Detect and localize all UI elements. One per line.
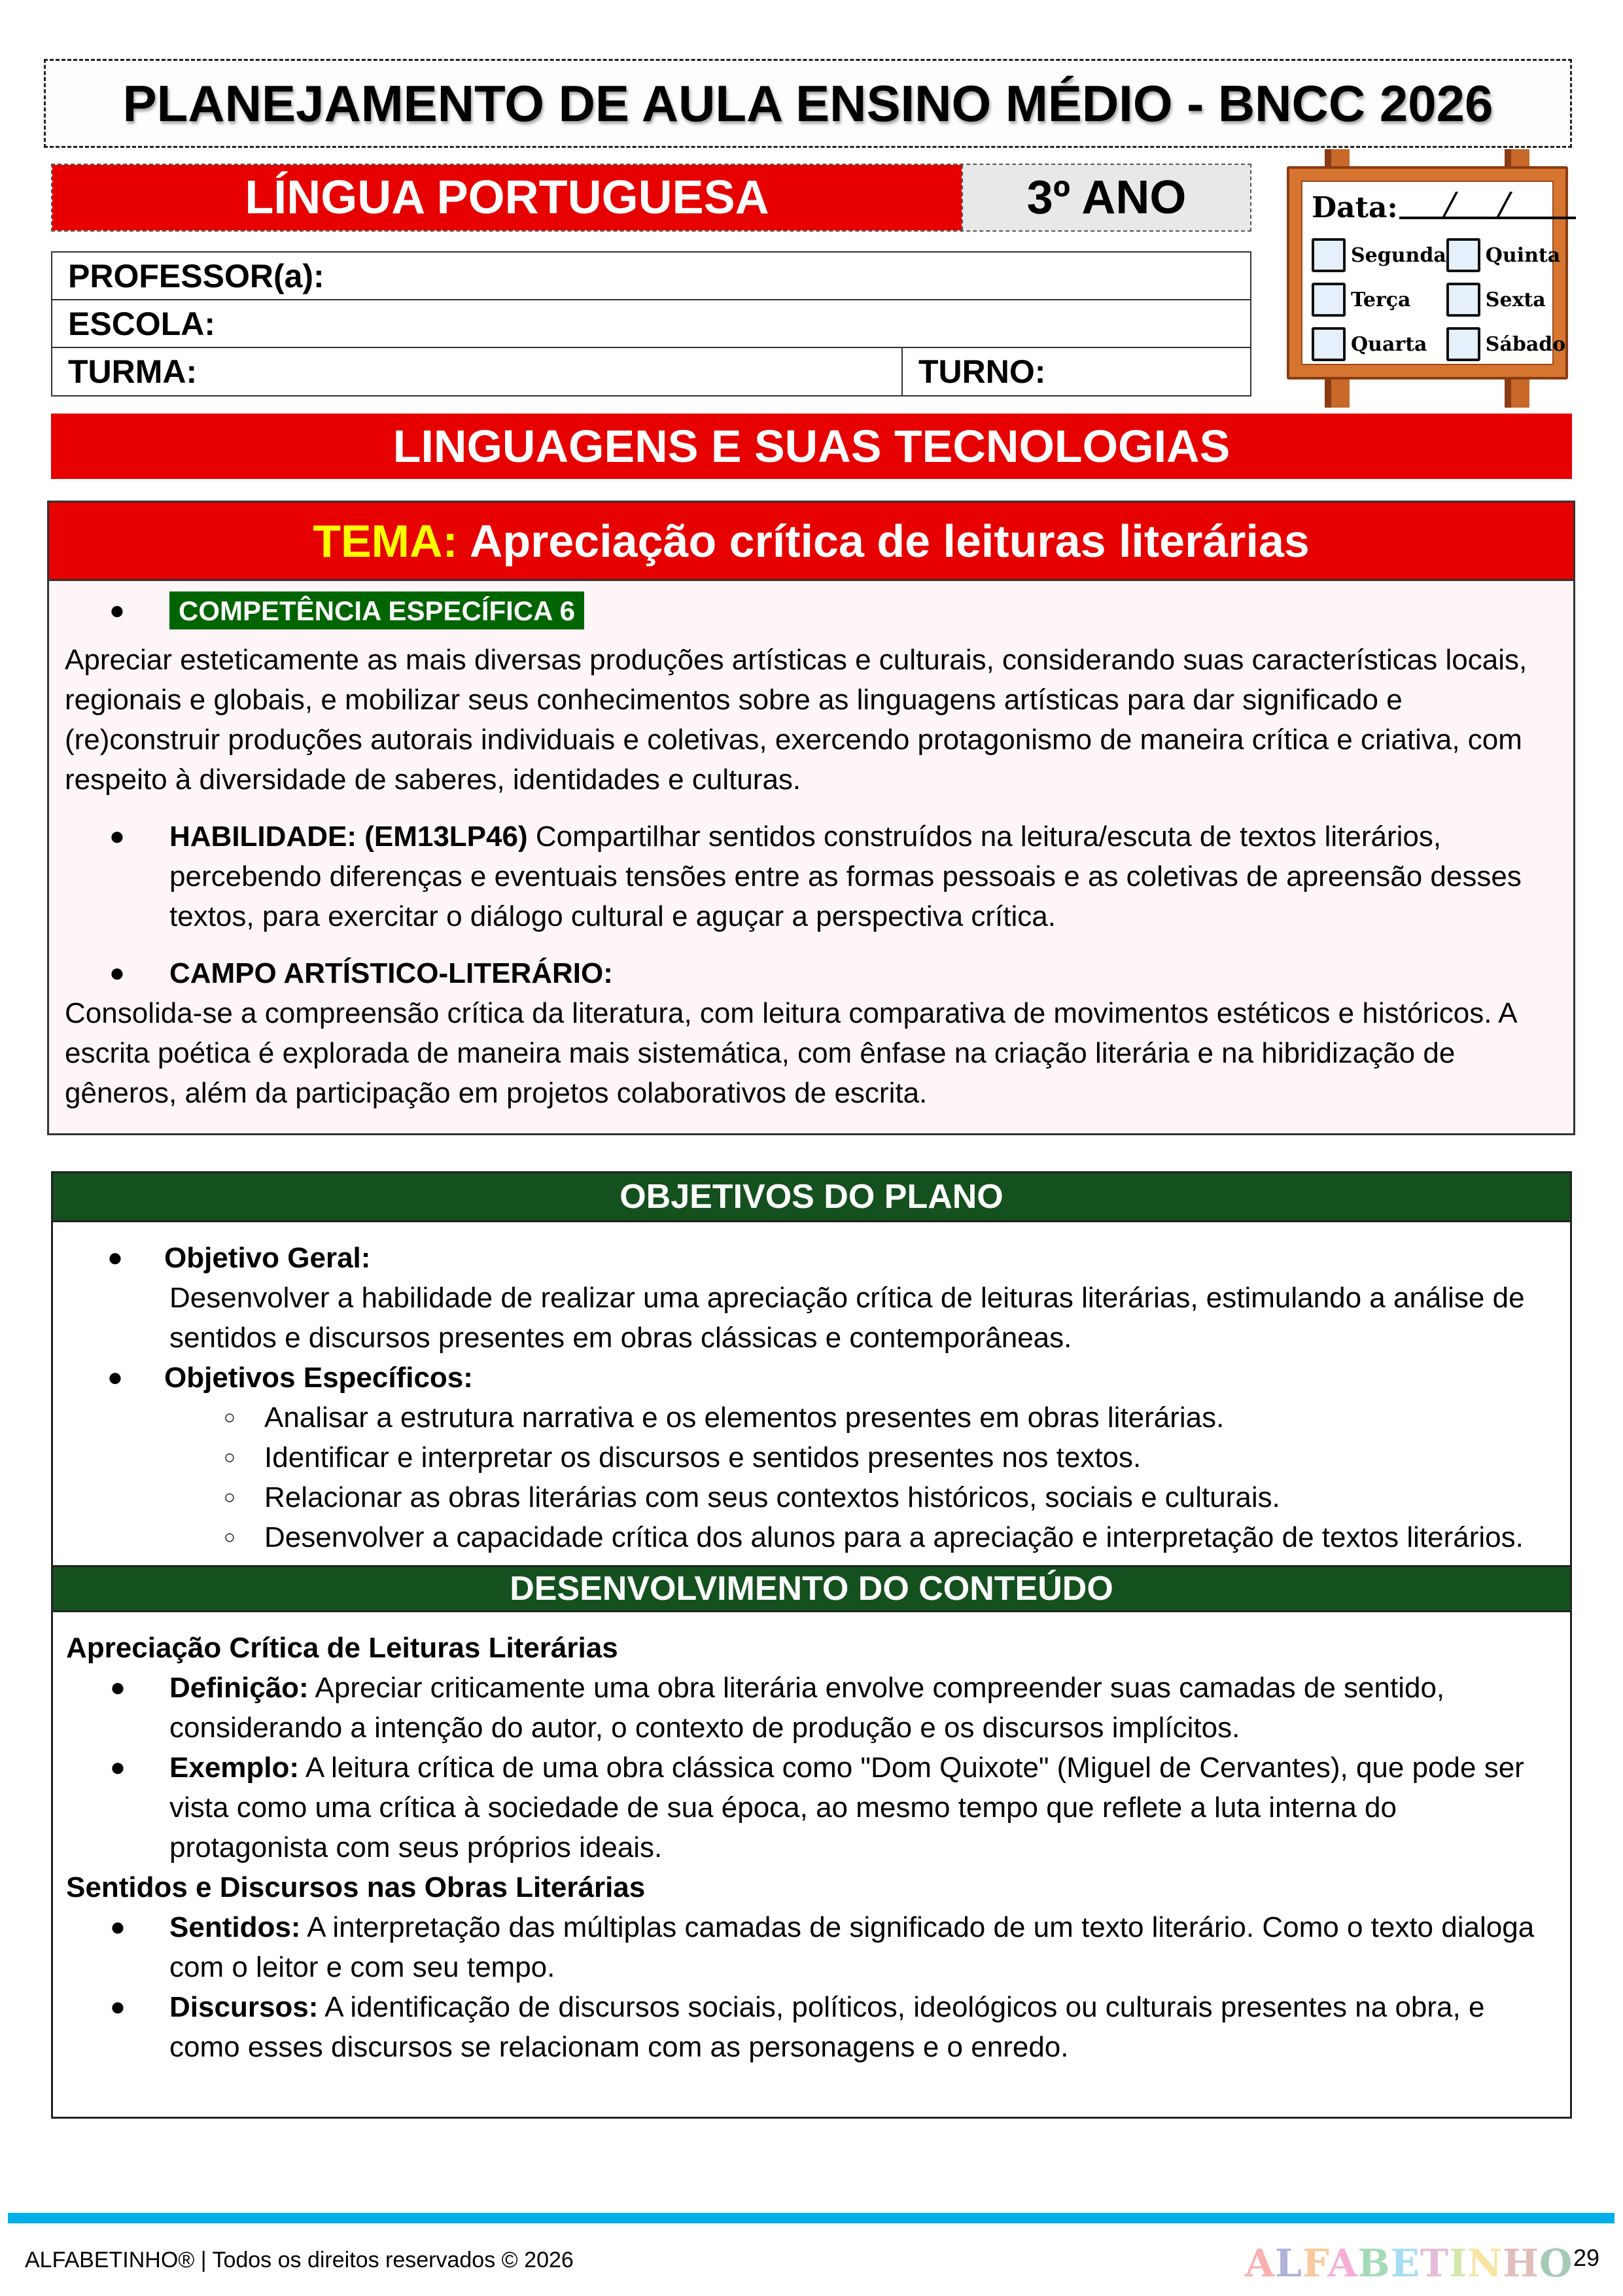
checkbox-icon[interactable]	[1446, 327, 1480, 361]
weekday-checklist	[1312, 238, 1566, 361]
weekday-segunda[interactable]	[1312, 238, 1446, 272]
habilidade-text: Compartilhar sentidos construídos na leitura/escuta de textos literários, percebendo diferenças e eventuais tensões entre as formas pessoais e as coletivas de apreensão desses textos, para exercitar o diálogo cultural e aguçar a perspectiva crítica.	[169, 821, 1522, 932]
item-text: A interpretação das múltiplas camadas de significado de um texto literário. Como o texto dialoga com o leitor e com seu tempo.	[169, 1911, 1535, 1983]
objetivo-geral-label: Objetivo Geral:	[164, 1242, 371, 1274]
weekday-label: Terça	[1351, 288, 1411, 311]
school-label: ESCOLA:	[68, 305, 215, 342]
objetivo-especifico	[53, 1398, 1570, 1438]
teacher-info-table	[51, 251, 1251, 397]
tema-header	[49, 503, 1573, 581]
logo-letter: A	[1327, 2241, 1358, 2286]
weekday-label: Quinta	[1485, 243, 1561, 267]
shift-field[interactable]	[903, 348, 1250, 395]
objetivo-especifico-text: Relacionar as obras literárias com seus contextos históricos, sociais e culturais.	[264, 1481, 1280, 1513]
page-title: PLANEJAMENTO DE AULA ENSINO MÉDIO - BNCC 2026	[122, 74, 1493, 132]
objetivo-geral-text: Desenvolver a habilidade de realizar uma apreciação crítica de leituras literárias, estimulando a análise de sentidos e discursos presentes em obras clássicas e contemporâneas.	[169, 1282, 1525, 1354]
objetivos-header: OBJETIVOS DO PLANO	[53, 1173, 1570, 1222]
content-item	[66, 1668, 1557, 1748]
bullet-icon: ●	[109, 959, 126, 987]
date-label: Data:	[1312, 191, 1398, 224]
item-label: Discursos:	[169, 1991, 319, 2023]
circle-bullet-icon: ○	[223, 1447, 236, 1468]
section-heading: Apreciação Crítica de Leituras Literárias	[66, 1632, 618, 1664]
teacher-field[interactable]	[52, 253, 1250, 299]
objetivos-body	[53, 1222, 1570, 1565]
weekday-sabado[interactable]	[1446, 327, 1566, 361]
checkbox-icon[interactable]	[1312, 283, 1346, 317]
bullet-icon: ●	[107, 1243, 124, 1272]
item-label: Sentidos:	[169, 1911, 301, 1943]
board-frame	[1287, 166, 1568, 380]
tema-title: Apreciação crítica de leituras literárias	[469, 515, 1310, 567]
objetivo-especifico	[53, 1438, 1570, 1477]
logo-letter: H	[1503, 2241, 1539, 2286]
item-text: A leitura crítica de uma obra clássica como "Dom Quixote" (Miguel de Cervantes), que pode ser vista como uma crítica à sociedade de sua época, ao mesmo tempo que reflete a luta interna do protagonista com seus próprios ideais.	[169, 1752, 1524, 1863]
brand-logo	[1245, 2241, 1573, 2286]
habilidade-label: HABILIDADE: (EM13LP46)	[169, 821, 528, 853]
logo-letter: B	[1357, 2241, 1391, 2286]
logo-letter: L	[1275, 2241, 1302, 2286]
competencia-badge: COMPETÊNCIA ESPECÍFICA 6	[169, 592, 584, 629]
subject-name: LÍNGUA PORTUGUESA	[52, 165, 962, 230]
item-text: A identificação de discursos sociais, políticos, ideológicos ou culturais presentes na obra, e como esses discursos se relacionam com as personagens e o enredo.	[169, 1991, 1485, 2063]
objetivo-geral-item	[53, 1238, 1570, 1278]
logo-letter: O	[1539, 2241, 1573, 2286]
weekday-label: Segunda	[1351, 243, 1446, 267]
date-board	[1279, 149, 1573, 408]
weekday-terca[interactable]	[1312, 283, 1446, 317]
school-field[interactable]	[52, 300, 1250, 347]
logo-letter: A	[1245, 2241, 1276, 2286]
bullet-icon: ●	[109, 1913, 126, 1941]
bullet-icon: ●	[107, 1363, 124, 1392]
circle-bullet-icon: ○	[223, 1487, 236, 1508]
date-blank[interactable]	[1399, 215, 1576, 219]
habilidade-item	[65, 817, 1558, 936]
tema-label: TEMA:	[313, 515, 458, 567]
shift-label: TURNO:	[918, 353, 1046, 390]
logo-letter: E	[1390, 2241, 1420, 2286]
objetivo-especifico	[53, 1517, 1570, 1557]
circle-bullet-icon: ○	[223, 1407, 236, 1428]
section-heading: Sentidos e Discursos nas Obras Literárias	[66, 1871, 646, 1903]
date-slash-icon	[1441, 192, 1458, 219]
objetivo-especifico	[53, 1477, 1570, 1517]
logo-letter: I	[1449, 2241, 1468, 2286]
page-title-box	[44, 59, 1572, 148]
objetivo-especifico-text: Identificar e interpretar os discursos e sentidos presentes nos textos.	[264, 1441, 1142, 1474]
teacher-label: PROFESSOR(a):	[68, 257, 324, 294]
content-item	[66, 1987, 1557, 2067]
footer-divider	[8, 2213, 1614, 2223]
weekday-sexta[interactable]	[1446, 283, 1566, 317]
logo-letter: F	[1302, 2241, 1328, 2286]
item-label: Definição:	[169, 1672, 309, 1704]
desenvolvimento-body	[53, 1612, 1570, 2067]
weekday-label: Quarta	[1351, 332, 1427, 356]
bullet-icon: ●	[109, 596, 126, 625]
grade-label: 3º ANO	[962, 165, 1250, 230]
logo-letter: T	[1420, 2241, 1450, 2286]
content-item	[66, 1748, 1557, 1867]
class-field[interactable]	[52, 348, 903, 395]
campo-item	[65, 953, 1558, 993]
bullet-icon: ●	[109, 1673, 126, 1702]
subject-row	[51, 164, 1251, 232]
checkbox-icon[interactable]	[1446, 238, 1480, 272]
footer-copyright: ALFABETINHO® | Todos os direitos reservados © 2026	[25, 2248, 574, 2272]
campo-label: CAMPO ARTÍSTICO-LITERÁRIO:	[169, 957, 613, 989]
competencia-item	[65, 581, 1558, 640]
item-label: Exemplo:	[169, 1752, 300, 1784]
tema-block	[47, 501, 1575, 1135]
item-text: Apreciar criticamente uma obra literária envolve compreender suas camadas de sentido, considerando a intenção do autor, o contexto de produção e os discursos implícitos.	[169, 1672, 1445, 1744]
bullet-icon: ●	[109, 1753, 126, 1782]
page-number: 29	[1573, 2244, 1600, 2271]
objetivos-especificos-item	[53, 1358, 1570, 1398]
weekday-label: Sexta	[1485, 288, 1546, 311]
knowledge-area-banner: LINGUAGENS E SUAS TECNOLOGIAS	[51, 414, 1572, 479]
competencia-text: Apreciar esteticamente as mais diversas produções artísticas e culturais, considerando suas características locais, regionais e globais, e mobilizar seus conhecimentos sobre as linguagens artísticas para dar significado e (re)construir produções autorais individuais e coletivas, exercendo protagonismo de maneira crítica e criativa, com respeito à diversidade de saberes, identidades e culturas.	[65, 644, 1527, 796]
logo-letter: N	[1467, 2241, 1503, 2286]
class-label: TURMA:	[68, 353, 198, 390]
checkbox-icon[interactable]	[1312, 327, 1346, 361]
circle-bullet-icon: ○	[223, 1527, 236, 1548]
tema-body	[49, 581, 1573, 1113]
plan-block	[51, 1171, 1572, 2119]
weekday-quinta[interactable]	[1446, 238, 1566, 272]
weekday-quarta[interactable]	[1312, 327, 1446, 361]
campo-text: Consolida-se a compreensão crítica da literatura, com leitura comparativa de movimentos estéticos e históricos. A escrita poética é explorada de maneira mais sistemática, com ênfase na criação literária e na hibridização de gêneros, além da participação em projetos colaborativos de escrita.	[65, 997, 1516, 1109]
date-field[interactable]	[1312, 191, 1576, 224]
content-item	[66, 1907, 1557, 1987]
bullet-icon: ●	[109, 822, 126, 851]
date-slash-icon	[1495, 192, 1512, 219]
desenvolvimento-header: DESENVOLVIMENTO DO CONTEÚDO	[53, 1565, 1570, 1612]
checkbox-icon[interactable]	[1446, 283, 1480, 317]
checkbox-icon[interactable]	[1312, 238, 1346, 272]
bullet-icon: ●	[109, 1992, 126, 2021]
board-panel	[1301, 181, 1566, 365]
weekday-label: Sábado	[1485, 332, 1566, 356]
objetivo-especifico-text: Analisar a estrutura narrativa e os elementos presentes em obras literárias.	[264, 1402, 1225, 1434]
objetivo-especifico-text: Desenvolver a capacidade crítica dos alunos para a apreciação e interpretação de textos literários.	[264, 1521, 1524, 1553]
objetivos-especificos-label: Objetivos Específicos:	[164, 1362, 473, 1394]
